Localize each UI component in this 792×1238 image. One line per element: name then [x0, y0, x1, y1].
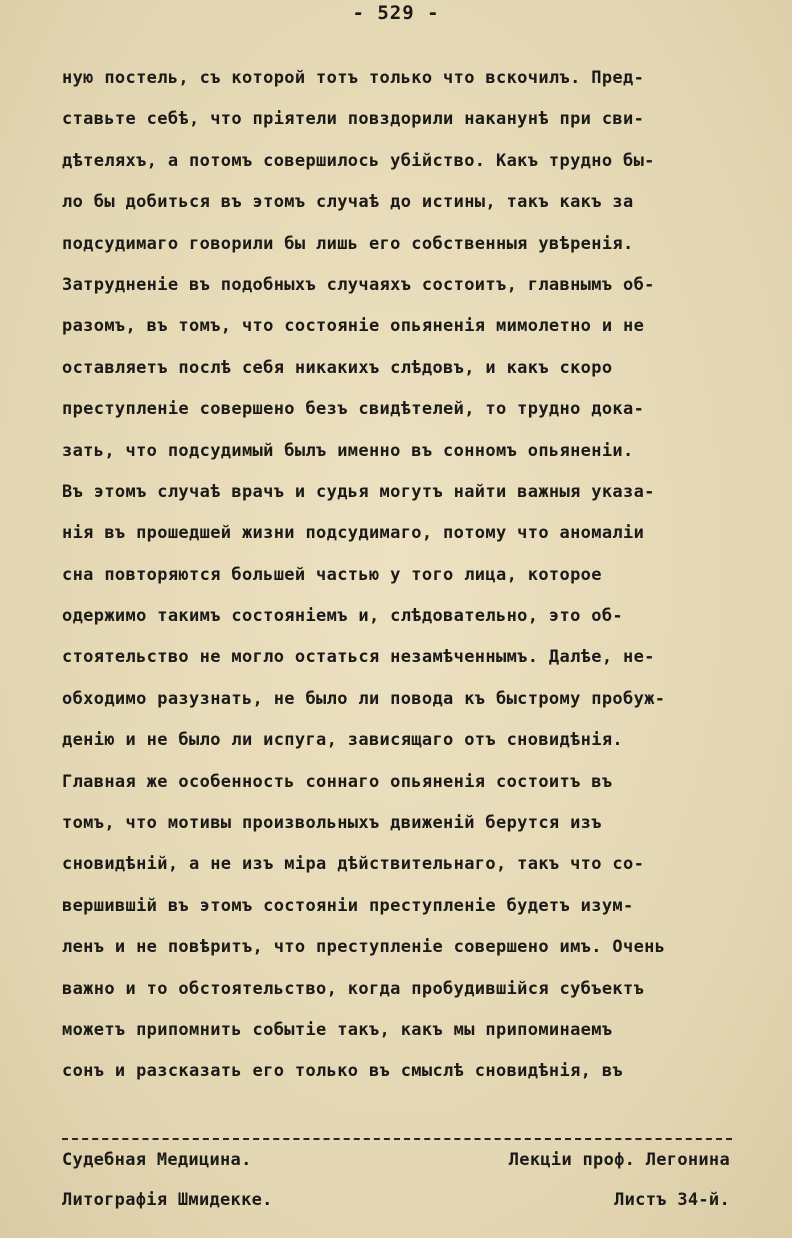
dashed-separator — [62, 1138, 732, 1140]
text-line: сонъ и разсказать его только въ смыслѣ сновидѣнiя, въ — [62, 1061, 623, 1082]
course-title: Судебная Медицина. — [62, 1150, 252, 1170]
footer-row-top — [62, 1150, 730, 1170]
body-text — [62, 58, 782, 1093]
text-line: зать, что подсудимый былъ именно въ сонномъ опьяненiи. — [62, 440, 634, 461]
text-line: преступленiе совершено безъ свидѣтелей, то трудно дока- — [62, 399, 645, 420]
lecture-author: Лекцiи проф. Легонина — [508, 1150, 730, 1170]
text-line: ло бы добиться въ этомъ случаѣ до истины, такъ какъ за — [62, 192, 634, 213]
text-line: дѣтеляхъ, а потомъ совершилось убiйство. Какъ трудно бы- — [62, 150, 655, 171]
footer-row-bottom — [62, 1190, 730, 1210]
text-line: Затрудненiе въ подобныхъ случаяхъ состоитъ, главнымъ об- — [62, 274, 655, 295]
text-line: томъ, что мотивы произвольныхъ движенiй берутся изъ — [62, 813, 602, 834]
text-line: Въ этомъ случаѣ врачъ и судья могутъ найти важныя указа- — [62, 481, 655, 502]
text-line: важно и то обстоятельство, когда пробудившiйся субъектъ — [62, 978, 645, 999]
sheet-number: Листъ 34-й. — [614, 1190, 730, 1210]
text-line: можетъ припомнить событiе такъ, какъ мы припоминаемъ — [62, 1019, 613, 1040]
printer-name: Литографiя Шмидекке. — [62, 1190, 273, 1210]
text-line: денiю и не было ли испуга, зависящаго отъ сновидѣнiя. — [62, 730, 623, 751]
text-line: сна повторяются большей частью у того лица, которое — [62, 564, 602, 585]
text-line: стоятельство не могло остаться незамѣченнымъ. Далѣе, не- — [62, 647, 655, 668]
text-line: сновидѣнiй, а не изъ мiра дѣйствительнаго, такъ что со- — [62, 854, 645, 875]
text-line: Главная же особенность соннаго опьяненiя состоитъ въ — [62, 771, 613, 792]
page-number: - 529 - — [352, 2, 440, 24]
text-line: вершившiй въ этомъ состоянiи преступленiе будетъ изум- — [62, 895, 634, 916]
text-line: подсудимаго говорили бы лишь его собственныя увѣренiя. — [62, 233, 634, 254]
text-line: оставляетъ послѣ себя никакихъ слѣдовъ, и какъ скоро — [62, 357, 613, 378]
text-line: разомъ, въ томъ, что состоянiе опьяненiя мимолетно и не — [62, 316, 645, 337]
text-line: обходимо разузнать, не было ли повода къ быстрому пробуж- — [62, 688, 666, 709]
text-line: одержимо такимъ состоянiемъ и, слѣдовательно, это об- — [62, 606, 623, 627]
text-line: ленъ и не повѣритъ, что преступленiе совершено имъ. Очень — [62, 937, 666, 958]
text-line: нiя въ прошедшей жизни подсудимаго, потому что аномалiи — [62, 523, 645, 544]
text-line: ставьте себѣ, что прiятели повздорили наканунѣ при сви- — [62, 109, 645, 130]
text-line: ную постель, съ которой тотъ только что вскочилъ. Пред- — [62, 68, 645, 88]
